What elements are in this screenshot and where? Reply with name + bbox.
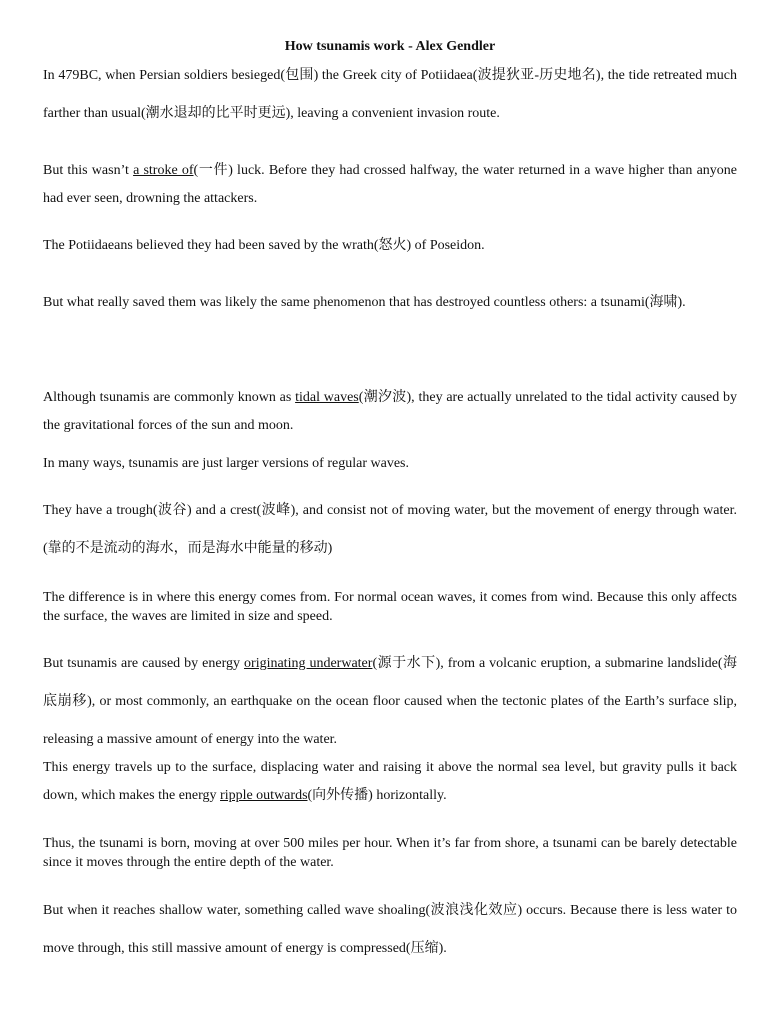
paragraph-text: Although tsunamis are commonly known as bbox=[43, 390, 296, 405]
paragraph-2 bbox=[43, 157, 737, 213]
paragraph-10 bbox=[43, 754, 737, 810]
paragraph-text: But when it reaches shallow water, something called wave shoaling(波浪浅化效应) occurs. Because there is less water to move through, this still massive amount of energy is compressed(压缩). bbox=[43, 903, 737, 956]
paragraph-text: Thus, the tsunami is born, moving at over 500 miles per hour. When it’s far from shore, a tsunami can be barely detectable since it moves through the entire depth of the water. bbox=[43, 836, 737, 870]
paragraph-text: (一件) luck. Before they had crossed halfway, the water returned in a wave higher than anyone had ever seen, drowning the attackers. bbox=[43, 163, 737, 206]
paragraph-text: But tsunamis are caused by energy bbox=[43, 656, 245, 671]
paragraph-text: (向外传播) horizontally. bbox=[307, 788, 447, 803]
underlined-phrase: tidal waves bbox=[295, 390, 359, 405]
paragraph-text: (源于水下), from a volcanic eruption, a submarine landslide(海底崩移), or most commonly, an earthquake on the ocean floor caused when the tectonic plates of the Earth’s surface slip, releasing a massive amount of energy into the water. bbox=[43, 656, 737, 747]
paragraph-text: But this wasn’t bbox=[43, 163, 134, 178]
paragraph-9 bbox=[43, 645, 737, 759]
paragraph-8 bbox=[43, 588, 737, 626]
underlined-phrase: a stroke of bbox=[133, 163, 194, 178]
paragraph-3 bbox=[43, 232, 737, 260]
paragraph-5 bbox=[43, 384, 737, 440]
paragraph-text: This energy travels up to the surface, displacing water and raising it above the normal sea level, but gravity pulls it back down, which makes the energy bbox=[43, 760, 737, 803]
paragraph-1 bbox=[43, 57, 737, 133]
paragraph-text: (潮汐波), they are actually unrelated to the tidal activity caused by the gravitational forces of the sun and moon. bbox=[43, 390, 737, 433]
paragraph-text: In many ways, tsunamis are just larger versions of regular waves. bbox=[43, 456, 409, 471]
document-title: How tsunamis work - Alex Gendler bbox=[284, 39, 496, 54]
paragraph-text: In 479BC, when Persian soldiers besieged(包围) the Greek city of Potiidaea(波提狄亚-历史地名), the tide retreated much farther than usual(潮水退却的比平时更远), leaving a convenient invasion route. bbox=[43, 68, 737, 121]
paragraph-text: The Potiidaeans believed they had been saved by the wrath(怒火) of Poseidon. bbox=[43, 238, 485, 253]
paragraph-text: They have a trough(波谷) and a crest(波峰), and consist not of moving water, but the movement of energy through water.(靠的不是流动的海水，而是海水中能量的移动) bbox=[43, 503, 737, 556]
paragraph-text: But what really saved them was likely the same phenomenon that has destroyed countless others: a tsunami(海啸). bbox=[43, 295, 686, 310]
paragraph-text: The difference is in where this energy comes from. For normal ocean waves, it comes from wind. Because this only affects the surface, the waves are limited in size and speed. bbox=[43, 590, 737, 624]
underlined-phrase: ripple outwards bbox=[220, 788, 308, 803]
paragraph-6 bbox=[43, 450, 737, 478]
paragraph-4 bbox=[43, 284, 737, 322]
paragraph-12 bbox=[43, 892, 737, 968]
underlined-phrase: originating underwater bbox=[244, 656, 373, 671]
paragraph-7 bbox=[43, 492, 737, 568]
paragraph-11 bbox=[43, 834, 737, 872]
